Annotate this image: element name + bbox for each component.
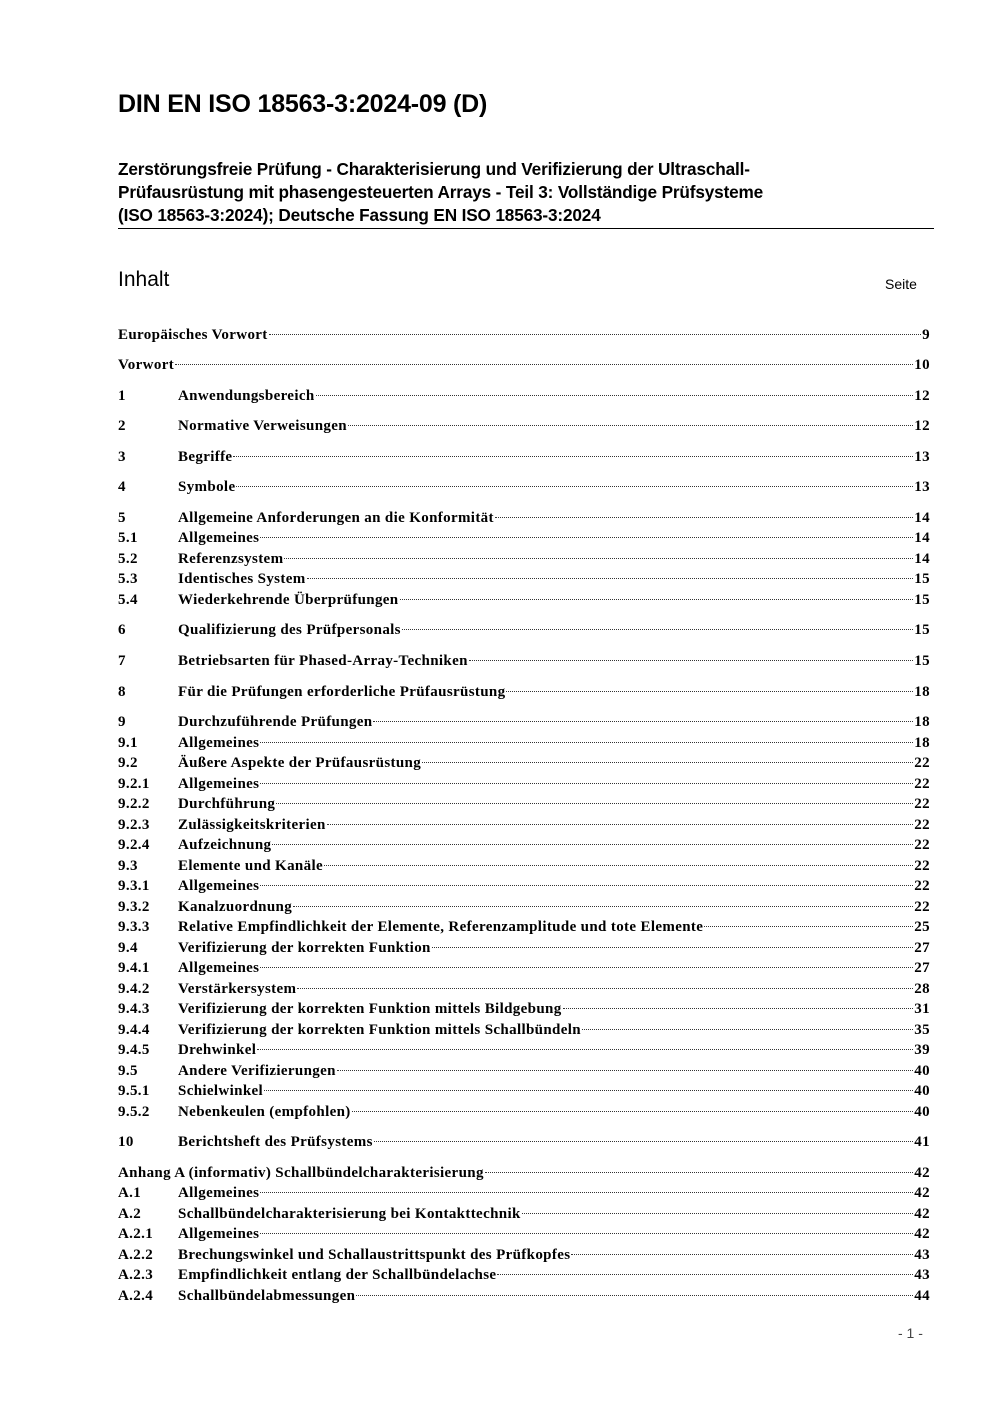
toc-entry-number: 8 (118, 684, 126, 700)
toc-dot-leader (260, 1233, 913, 1234)
toc-entry-title: Allgemeines (178, 776, 260, 792)
toc-entry[interactable] (118, 898, 930, 916)
toc-entry-page: 22 (914, 837, 930, 853)
toc-entry-number: A.2 (118, 1206, 142, 1222)
toc-entry[interactable] (118, 1021, 930, 1039)
toc-entry[interactable] (118, 1164, 930, 1182)
toc-dot-leader (175, 364, 913, 365)
toc-entry-title: Identisches System (178, 571, 306, 587)
toc-entry[interactable] (118, 1000, 930, 1018)
toc-entry-title: Andere Verifizierungen (178, 1063, 336, 1079)
toc-entry-number: 9.3.1 (118, 878, 150, 894)
toc-dot-leader (506, 691, 913, 692)
toc-entry-title: Nebenkeulen (empfohlen) (178, 1104, 351, 1120)
toc-entry[interactable] (118, 550, 930, 568)
toc-entry[interactable] (118, 683, 930, 701)
toc-entry[interactable] (118, 1103, 930, 1121)
toc-entry-number: 5.1 (118, 530, 138, 546)
toc-entry-title: Verstärkersystem (178, 981, 297, 997)
toc-entry-title: Elemente und Kanäle (178, 858, 323, 874)
toc-entry[interactable] (118, 509, 930, 527)
toc-entry-page: 42 (914, 1206, 930, 1222)
toc-entry-title: Symbole (178, 479, 236, 495)
toc-entry-title: Zulässigkeitskriterien (178, 817, 326, 833)
toc-entry-number: 9.5 (118, 1063, 138, 1079)
toc-entry-page: 22 (914, 796, 930, 812)
toc-entry-page: 22 (914, 755, 930, 771)
toc-entry-number: 3 (118, 449, 126, 465)
toc-entry-page: 27 (914, 940, 930, 956)
toc-entry-page: 42 (914, 1165, 930, 1181)
toc-entry[interactable] (118, 713, 930, 731)
toc-entry-page: 42 (914, 1185, 930, 1201)
toc-dot-leader (356, 1295, 913, 1296)
toc-entry-title: Schallbündelcharakterisierung bei Kontakttechnik (178, 1206, 521, 1222)
toc-entry-title: Normative Verweisungen (178, 418, 347, 434)
toc-entry-title: Wiederkehrende Überprüfungen (178, 592, 399, 608)
subtitle-line: Prüfausrüstung mit phasengesteuerten Arrays - Teil 3: Vollständige Prüfsysteme (118, 182, 764, 202)
toc-entry-page: 40 (914, 1083, 930, 1099)
toc-entry-number: 9.2.1 (118, 776, 150, 792)
toc-entry-number: 9.2.3 (118, 817, 150, 833)
toc-entry-title: Qualifizierung des Prüfpersonals (178, 622, 401, 638)
toc-entry-title: Betriebsarten für Phased-Array-Techniken (178, 653, 468, 669)
toc-dot-leader (260, 885, 913, 886)
toc-dot-leader (400, 599, 914, 600)
toc-dot-leader (522, 1213, 914, 1214)
toc-entry[interactable] (118, 816, 930, 834)
toc-entry-number: 9.2 (118, 755, 138, 771)
toc-dot-leader (307, 578, 914, 579)
toc-heading: Inhalt (118, 268, 170, 291)
toc-entry-number: 9 (118, 714, 126, 730)
toc-entry-title: Drehwinkel (178, 1042, 257, 1058)
toc-dot-leader (582, 1029, 913, 1030)
toc-dot-leader (374, 1141, 914, 1142)
toc-entry-page: 15 (914, 571, 930, 587)
toc-entry-title: Berichtsheft des Prüfsystems (178, 1134, 373, 1150)
toc-entry-number: 6 (118, 622, 126, 638)
toc-entry-title: Kanalzuordnung (178, 899, 293, 915)
toc-dot-leader (257, 1049, 913, 1050)
toc-entry-number: 9.1 (118, 735, 138, 751)
toc-entry-number: 2 (118, 418, 126, 434)
toc-entry-number: 9.5.2 (118, 1104, 150, 1120)
toc-entry-title: Empfindlichkeit entlang der Schallbündelachse (178, 1267, 497, 1283)
toc-entry-page: 12 (914, 418, 930, 434)
toc-entry-number: 9.3 (118, 858, 138, 874)
toc-entry[interactable] (118, 836, 930, 854)
toc-entry-page: 13 (914, 479, 930, 495)
subtitle-line: (ISO 18563-3:2024); Deutsche Fassung EN ISO 18563-3:2024 (118, 205, 601, 225)
toc-entry-title: Allgemeines (178, 878, 260, 894)
toc-entry[interactable] (118, 1062, 930, 1080)
toc-entry-page: 22 (914, 776, 930, 792)
toc-entry[interactable] (118, 980, 930, 998)
toc-entry-page: 18 (914, 684, 930, 700)
toc-entry[interactable] (118, 356, 930, 374)
toc-dot-leader (495, 517, 913, 518)
toc-dot-leader (260, 1192, 913, 1193)
toc-entry-page: 43 (914, 1247, 930, 1263)
toc-entry-page: 22 (914, 878, 930, 894)
toc-dot-leader (352, 1111, 914, 1112)
toc-entry-number: 1 (118, 388, 126, 404)
document-title: DIN EN ISO 18563-3:2024-09 (D) (118, 90, 488, 118)
toc-entry-page: 15 (914, 622, 930, 638)
toc-dot-leader (276, 803, 913, 804)
toc-dot-leader (233, 456, 913, 457)
toc-dot-leader (402, 629, 913, 630)
toc-dot-leader (260, 742, 913, 743)
toc-entry-title: Allgemeine Anforderungen an die Konformität (178, 510, 494, 526)
toc-entry-page: 14 (914, 510, 930, 526)
toc-entry[interactable] (118, 1246, 930, 1264)
toc-entry-page: 22 (914, 899, 930, 915)
toc-dot-leader (272, 844, 913, 845)
toc-entry-page: 10 (914, 357, 930, 373)
toc-entry[interactable] (118, 570, 930, 588)
toc-entry-page: 22 (914, 858, 930, 874)
toc-entry[interactable] (118, 734, 930, 752)
toc-entry[interactable] (118, 795, 930, 813)
toc-entry[interactable] (118, 1184, 930, 1202)
toc-dot-leader (422, 762, 913, 763)
subtitle-line: Zerstörungsfreie Prüfung - Charakterisierung und Verifizierung der Ultraschall- (118, 159, 750, 179)
toc-entry[interactable] (118, 417, 930, 435)
toc-entry-page: 42 (914, 1226, 930, 1242)
toc-entry[interactable] (118, 326, 930, 344)
toc-entry-title: Europäisches Vorwort (118, 327, 268, 343)
toc-entry-number: 5 (118, 510, 126, 526)
toc-entry-number: 9.4.4 (118, 1022, 150, 1038)
toc-entry[interactable] (118, 1133, 930, 1151)
toc-dot-leader (571, 1254, 913, 1255)
toc-entry-page: 15 (914, 653, 930, 669)
toc-dot-leader (260, 783, 913, 784)
toc-dot-leader (284, 558, 913, 559)
toc-entry-number: 9.4.1 (118, 960, 150, 976)
toc-entry-title: Äußere Aspekte der Prüfausrüstung (178, 755, 422, 771)
toc-entry-page: 27 (914, 960, 930, 976)
toc-dot-leader (293, 906, 913, 907)
toc-entry-title: Anwendungsbereich (178, 388, 315, 404)
toc-entry-page: 39 (914, 1042, 930, 1058)
toc-dot-leader (316, 395, 914, 396)
toc-entry-page: 40 (914, 1104, 930, 1120)
toc-entry-page: 13 (914, 449, 930, 465)
toc-dot-leader (432, 947, 914, 948)
toc-dot-leader (563, 1008, 914, 1009)
toc-entry[interactable] (118, 775, 930, 793)
toc-entry-title: Aufzeichnung (178, 837, 272, 853)
toc-entry-page: 28 (914, 981, 930, 997)
toc-entry-title: Brechungswinkel und Schallaustrittspunkt des Prüfkopfes (178, 1247, 571, 1263)
toc-entry-title: Verifizierung der korrekten Funktion mittels Bildgebung (178, 1001, 562, 1017)
toc-dot-leader (497, 1274, 913, 1275)
toc-entry-number: 5.2 (118, 551, 138, 567)
toc-entry-number: 9.4.2 (118, 981, 150, 997)
toc-entry-title: Schielwinkel (178, 1083, 264, 1099)
toc-entry-number: A.2.4 (118, 1288, 154, 1304)
toc-entry-number: 7 (118, 653, 126, 669)
toc-entry[interactable] (118, 387, 930, 405)
toc-entry[interactable] (118, 1287, 930, 1305)
toc-entry-page: 40 (914, 1063, 930, 1079)
toc-entry-page: 14 (914, 551, 930, 567)
toc-dot-leader (704, 926, 913, 927)
toc-entry-page: 43 (914, 1267, 930, 1283)
toc-entry-number: A.2.2 (118, 1247, 154, 1263)
toc-dot-leader (236, 486, 913, 487)
toc-dot-leader (373, 721, 913, 722)
toc-entry-page: 44 (914, 1288, 930, 1304)
toc-dot-leader (264, 1090, 913, 1091)
toc-entry[interactable] (118, 652, 930, 670)
toc-entry[interactable] (118, 591, 930, 609)
toc-entry[interactable] (118, 478, 930, 496)
toc-entry-title: Anhang A (informativ) Schallbündelcharakterisierung (118, 1165, 484, 1181)
toc-dot-leader (297, 988, 913, 989)
toc-entry[interactable] (118, 918, 930, 936)
toc-entry-title: Allgemeines (178, 735, 260, 751)
toc-entry-title: Für die Prüfungen erforderliche Prüfausrüstung (178, 684, 506, 700)
toc-entry[interactable] (118, 754, 930, 772)
toc-dot-leader (327, 824, 914, 825)
toc-entry-page: 31 (914, 1001, 930, 1017)
toc-entry[interactable] (118, 959, 930, 977)
toc-entry-number: 9.3.3 (118, 919, 150, 935)
toc-entry-number: 9.5.1 (118, 1083, 150, 1099)
toc-entry[interactable] (118, 1205, 930, 1223)
toc-dot-leader (469, 660, 913, 661)
toc-entry-number: A.2.1 (118, 1226, 154, 1242)
toc-entry-page: 18 (914, 714, 930, 730)
document-subtitle (118, 158, 933, 227)
toc-entry-page: 15 (914, 592, 930, 608)
toc-dot-leader (269, 334, 921, 335)
toc-entry-page: 35 (914, 1022, 930, 1038)
toc-entry-title: Relative Empfindlichkeit der Elemente, Referenzamplitude und tote Elemente (178, 919, 704, 935)
toc-entry-number: 9.4.5 (118, 1042, 150, 1058)
toc-entry[interactable] (118, 1225, 930, 1243)
toc-entry-title: Durchzuführende Prüfungen (178, 714, 373, 730)
toc-entry-number: 9.4 (118, 940, 138, 956)
toc-entry-number: A.2.3 (118, 1267, 154, 1283)
toc-dot-leader (260, 967, 913, 968)
toc-entry-title: Begriffe (178, 449, 233, 465)
toc-entry-page: 18 (914, 735, 930, 751)
toc-entry-number: 5.4 (118, 592, 138, 608)
toc-entry-title: Verifizierung der korrekten Funktion (178, 940, 431, 956)
toc-entry-page: 41 (914, 1134, 930, 1150)
toc-entry-number: 9.2.4 (118, 837, 150, 853)
toc-entry[interactable] (118, 529, 930, 547)
toc-entry-number: 4 (118, 479, 126, 495)
toc-entry-number: 5.3 (118, 571, 138, 587)
toc-entry-title: Allgemeines (178, 960, 260, 976)
toc-entry-number: 9.4.3 (118, 1001, 150, 1017)
toc-dot-leader (337, 1070, 913, 1071)
toc-entry-number: 10 (118, 1134, 134, 1150)
toc-entry-number: 9.3.2 (118, 899, 150, 915)
toc-entry-title: Durchführung (178, 796, 276, 812)
toc-dot-leader (324, 865, 913, 866)
toc-entry-page: 12 (914, 388, 930, 404)
toc-entry[interactable] (118, 939, 930, 957)
toc-entry-title: Schallbündelabmessungen (178, 1288, 356, 1304)
toc-entry[interactable] (118, 448, 930, 466)
toc-page-label: Seite (885, 276, 917, 292)
toc-entry-title: Verifizierung der korrekten Funktion mittels Schallbündeln (178, 1022, 581, 1038)
title-divider (118, 228, 934, 229)
toc-entry[interactable] (118, 1082, 930, 1100)
toc-entry[interactable] (118, 1266, 930, 1284)
toc-entry-title: Allgemeines (178, 1185, 260, 1201)
toc-entry[interactable] (118, 857, 930, 875)
page-number: - 1 - (898, 1325, 923, 1341)
toc-entry-title: Vorwort (118, 357, 175, 373)
toc-entry-page: 22 (914, 817, 930, 833)
toc-dot-leader (260, 537, 913, 538)
toc-entry-number: A.1 (118, 1185, 142, 1201)
toc-entry-title: Allgemeines (178, 1226, 260, 1242)
toc-entry-title: Allgemeines (178, 530, 260, 546)
toc-dot-leader (348, 425, 913, 426)
toc-entry[interactable] (118, 877, 930, 895)
toc-entry-page: 25 (914, 919, 930, 935)
toc-entry[interactable] (118, 1041, 930, 1059)
toc-entry-number: 9.2.2 (118, 796, 150, 812)
toc-entry-page: 9 (922, 327, 930, 343)
toc-dot-leader (485, 1172, 913, 1173)
toc-entry-page: 14 (914, 530, 930, 546)
toc-entry[interactable] (118, 621, 930, 639)
toc-entry-title: Referenzsystem (178, 551, 284, 567)
